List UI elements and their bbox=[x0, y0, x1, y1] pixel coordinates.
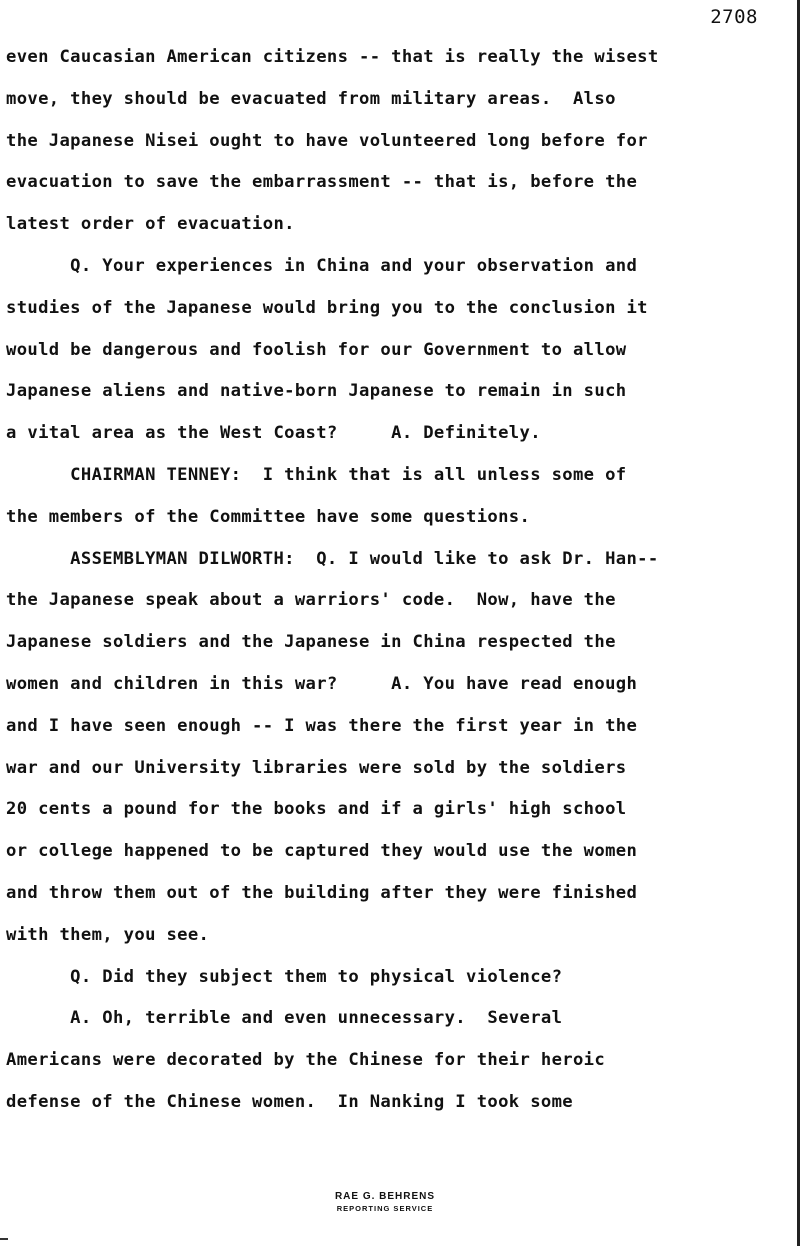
transcript-line: a vital area as the West Coast? A. Definitely. bbox=[6, 423, 541, 444]
transcript-line: the Japanese Nisei ought to have volunteered long before for bbox=[6, 130, 648, 151]
transcript-line: and throw them out of the building after they were finished bbox=[6, 882, 638, 903]
corner-mark bbox=[0, 1238, 8, 1240]
transcript-line: evacuation to save the embarrassment -- that is, before the bbox=[6, 172, 638, 193]
transcript-line: Americans were decorated by the Chinese for their heroic bbox=[6, 1050, 606, 1071]
page-number: 2708 bbox=[710, 6, 758, 28]
transcript-line: the members of the Committee have some questions. bbox=[6, 506, 531, 527]
reporter-service: REPORTING SERVICE bbox=[336, 1204, 434, 1213]
reporter-footer bbox=[0, 1190, 770, 1214]
transcript-line: Japanese aliens and native-born Japanese to remain in such bbox=[6, 381, 627, 402]
transcript-line: Q. Did they subject them to physical violence? bbox=[6, 966, 563, 987]
transcript-line: Japanese soldiers and the Japanese in China respected the bbox=[6, 632, 616, 653]
transcript-line: the Japanese speak about a warriors' code. Now, have the bbox=[6, 590, 616, 611]
transcript-line: war and our University libraries were sold by the soldiers bbox=[6, 757, 627, 778]
transcript-line: even Caucasian American citizens -- that is really the wisest bbox=[6, 47, 659, 67]
transcript-line: latest order of evacuation. bbox=[6, 214, 295, 235]
transcript-line: CHAIRMAN TENNEY: I think that is all unless some of bbox=[6, 464, 627, 485]
transcript-line: studies of the Japanese would bring you to the conclusion it bbox=[6, 297, 648, 318]
transcript-line: 20 cents a pound for the books and if a girls' high school bbox=[6, 799, 627, 820]
transcript-line: Q. Your experiences in China and your observation and bbox=[6, 255, 638, 276]
transcript-line: A. Oh, terrible and even unnecessary. Several bbox=[6, 1008, 563, 1029]
transcript-line: with them, you see. bbox=[6, 924, 210, 945]
transcript-line: women and children in this war? A. You have read enough bbox=[6, 673, 638, 694]
transcript-line: would be dangerous and foolish for our Government to allow bbox=[6, 339, 627, 360]
transcript-line: defense of the Chinese women. In Nanking I took some bbox=[6, 1091, 573, 1112]
transcript-body bbox=[6, 40, 796, 1127]
transcript-line: and I have seen enough -- I was there the first year in the bbox=[6, 715, 638, 736]
transcript-line: move, they should be evacuated from military areas. Also bbox=[6, 88, 616, 109]
transcript-line: ASSEMBLYMAN DILWORTH: Q. I would like to ask Dr. Han-- bbox=[6, 548, 659, 569]
reporter-name: RAE G. BEHRENS bbox=[334, 1191, 436, 1202]
transcript-line: or college happened to be captured they would use the women bbox=[6, 841, 638, 862]
